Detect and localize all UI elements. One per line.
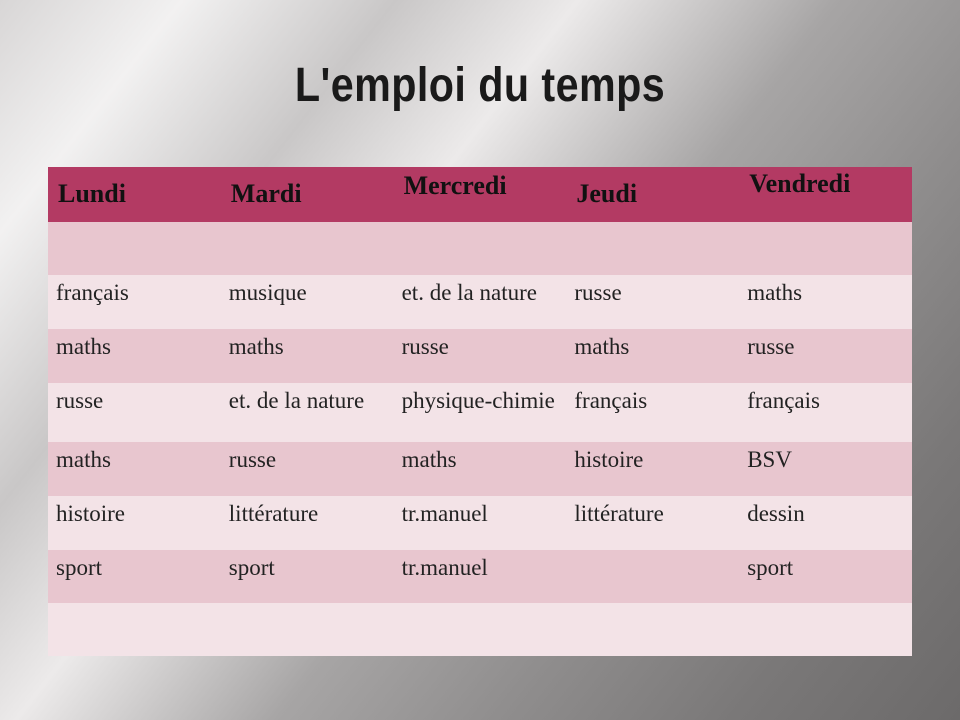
table-cell: maths: [739, 275, 912, 329]
table-cell: [394, 603, 567, 656]
header-mardi: [221, 167, 394, 222]
table-cell: physique-chimie: [394, 383, 567, 442]
table-row: [48, 496, 912, 550]
table-cell: [221, 222, 394, 275]
header-mardi-label: Mardi: [230, 179, 302, 208]
header-lundi-label: Lundi: [58, 179, 126, 208]
header-mercredi: [394, 167, 567, 222]
table-cell: sport: [221, 550, 394, 603]
table-row: [48, 550, 912, 603]
table-cell: russe: [566, 275, 739, 329]
table-cell: russe: [394, 329, 567, 383]
table-cell: maths: [221, 329, 394, 383]
table-cell: maths: [394, 442, 567, 496]
table-cell: maths: [48, 329, 221, 383]
table-row: [48, 442, 912, 496]
table-row: [48, 222, 912, 275]
table-cell: BSV: [739, 442, 912, 496]
table-cell: et. de la nature: [221, 383, 394, 442]
table-cell: russe: [48, 383, 221, 442]
table-cell: [566, 222, 739, 275]
header-lundi: [48, 167, 221, 222]
table-cell: et. de la nature: [394, 275, 567, 329]
table-cell: [566, 603, 739, 656]
table-cell: français: [739, 383, 912, 442]
table-row: [48, 275, 912, 329]
table-cell: musique: [221, 275, 394, 329]
table-row: [48, 603, 912, 656]
table-cell: [221, 603, 394, 656]
header-jeudi-label: Jeudi: [576, 179, 638, 208]
header-mercredi-label: Mercredi: [403, 171, 507, 200]
table-cell: tr.manuel: [394, 550, 567, 603]
header-vendredi-label: Vendredi: [749, 169, 851, 198]
table-row: [48, 329, 912, 383]
table-cell: français: [48, 275, 221, 329]
table-cell: histoire: [566, 442, 739, 496]
table-cell: maths: [48, 442, 221, 496]
table-cell: sport: [739, 550, 912, 603]
header-jeudi: [566, 167, 739, 222]
header-row: [48, 167, 912, 222]
table-cell: tr.manuel: [394, 496, 567, 550]
table-row: [48, 383, 912, 442]
table-cell: [739, 222, 912, 275]
table-cell: russe: [739, 329, 912, 383]
slide-title: L'emploi du temps: [294, 59, 666, 112]
table-cell: [394, 222, 567, 275]
table-cell: [48, 603, 221, 656]
header-vendredi: [739, 167, 912, 222]
table-cell: dessin: [739, 496, 912, 550]
table-cell: français: [566, 383, 739, 442]
table-cell: histoire: [48, 496, 221, 550]
table-cell: littérature: [221, 496, 394, 550]
table-cell: russe: [221, 442, 394, 496]
table-cell: littérature: [566, 496, 739, 550]
table-cell: maths: [566, 329, 739, 383]
table-cell: [48, 222, 221, 275]
timetable: [48, 167, 912, 656]
table-cell: [566, 550, 739, 603]
table-cell: sport: [48, 550, 221, 603]
table-cell: [739, 603, 912, 656]
